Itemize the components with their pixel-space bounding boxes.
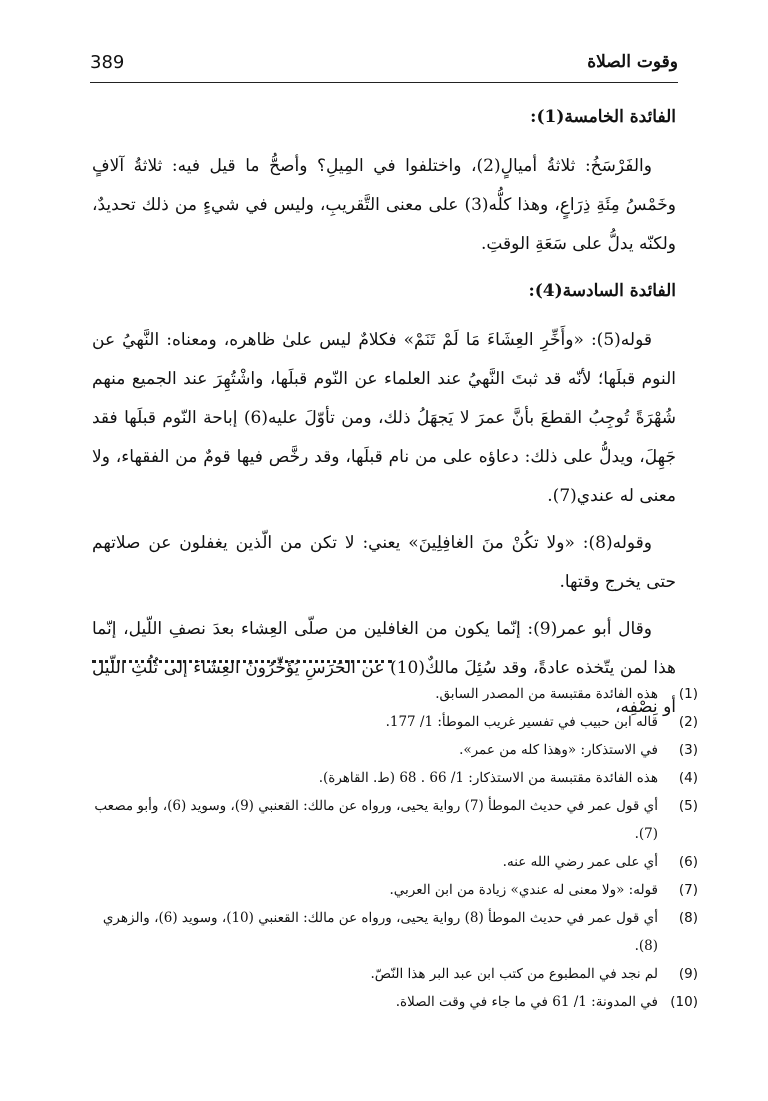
footnote-number: (2)	[678, 714, 698, 730]
footnote-text: في المدونة: 1/ 61 في ما جاء في وقت الصلاة.	[395, 994, 658, 1010]
footnote-number: (7)	[678, 882, 698, 898]
footnote-number: (1)	[678, 686, 698, 702]
footnote-number: (4)	[678, 770, 698, 786]
footnote-separator	[92, 660, 392, 669]
main-text	[92, 98, 676, 735]
running-title: وقوت الصلاة	[587, 52, 678, 72]
footnote-item	[92, 792, 698, 848]
footnote-item	[92, 960, 698, 988]
footnote-item	[92, 680, 698, 708]
paragraph-farsakh: والفَرْسَخُ: ثلاثةُ أميالٍ(2)، واختلفوا في المِيلِ؟ وأصحُّ ما قيل فيه: ثلاثةُ آلافٍ وخَمْسُ مِئَةِ ذِرَاعٍ، وهذا كلُّه(3) على معنى التَّقريبِ، وليس في شيءٍ من ذلك تحديدٌ، ولكنّه يدلُّ على سَعَةِ الوقتِ.	[92, 156, 676, 254]
footnote-number: (6)	[678, 854, 698, 870]
footnote-item	[92, 708, 698, 736]
footnote-text: في الاستذكار: «وهذا كله من عمر».	[459, 742, 658, 758]
header-rule	[90, 82, 678, 83]
page-header	[90, 52, 678, 78]
footnote-item	[92, 848, 698, 876]
footnote-number: (5)	[678, 798, 698, 814]
footnote-number: (10)	[670, 994, 698, 1010]
footnote-text: هذه الفائدة مقتبسة من الاستذكار: 1/ 66 . 68 (ط. القاهرة).	[318, 770, 658, 786]
paragraph-ghafilin: وقوله(8): «ولا تكُنْ منَ الغافِلِينَ» يعني: لا تكن من الّذين يغفلون عن صلاتهم حتى يخرج وقتها.	[92, 533, 676, 592]
section-heading-fifth: الفائدة الخامسة(1):	[530, 107, 676, 127]
footnotes	[92, 680, 698, 1016]
footnote-number: (8)	[678, 910, 698, 926]
section-heading-sixth: الفائدة السادسة(4):	[528, 281, 676, 301]
footnote-item	[92, 764, 698, 792]
page-number: 389	[90, 52, 125, 73]
footnote-text: لم نجد في المطبوع من كتب ابن عبد البر هذا النّصّ.	[370, 966, 658, 982]
footnote-text: أي على عمر رضي الله عنه.	[502, 854, 658, 870]
footnote-text: قوله: «ولا معنى له عندي» زيادة من ابن العربي.	[389, 882, 658, 898]
footnote-item	[92, 904, 698, 960]
paragraph-abu-umar: وقال أبو عمر(9): إنّما يكون من الغافلين من صلّى العِشاء بعدَ نصفِ اللّيل، إنّما هذا لمن يتّخذه عادةً، وقد سُئِلَ مالكٌ(10) عن الحَرَسِ يُؤَخِّرُونَ العِشَاءَ إلى ثُلُثِ اللّيل أو نِصْفِه،	[92, 619, 676, 717]
footnote-item	[92, 988, 698, 1016]
footnote-item	[92, 736, 698, 764]
footnote-item	[92, 876, 698, 904]
footnote-text: أي قول عمر في حديث الموطأ (7) رواية يحيى، ورواه عن مالك: القعنبي (9)، وسويد (6)، وأبو مصعب (7).	[94, 798, 658, 842]
footnote-text: قاله ابن حبيب في تفسير غريب الموطأ: 1/ 177.	[385, 714, 658, 730]
footnote-text: أي قول عمر في حديث الموطأ (8) رواية يحيى، ورواه عن مالك: القعنبي (10)، وسويد (6)، والزهري (8).	[102, 910, 658, 954]
footnote-number: (9)	[678, 966, 698, 982]
paragraph-isha-delay: قوله(5): «وأَخِّرِ العِشَاءَ مَا لَمْ تَنَمْ» فكلامٌ ليس علىٰ ظاهره، ومعناه: النَّهيُ عن النوم قبلَها؛ لأنّه قد ثبتَ النَّهيُ عند العلماء عن النّوم قبلَها، واشْتُهِرَ عند الجميع منهم شُهْرَةً تُوجِبُ القطعَ بأنَّ عمرَ لا يَجهَلُ ذلك، ومن تأوّلَ عليه(6) إباحة النّوم قبلَها فقد جَهِلَ، ويدلُّ على ذلك: دعاؤه على من نام قبلَها، وقد رخَّص فيها قومٌ من الفقهاء، ولا معنى له عندي(7).	[92, 330, 676, 506]
footnote-number: (3)	[678, 742, 698, 758]
footnote-text: هذه الفائدة مقتبسة من المصدر السابق.	[435, 686, 658, 702]
